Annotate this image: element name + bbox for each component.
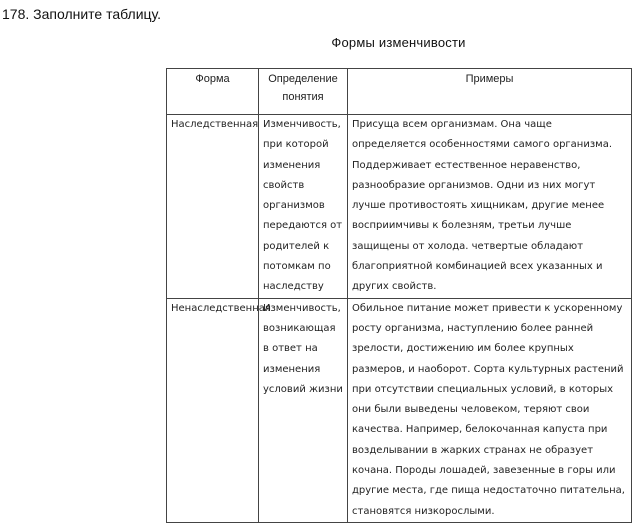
variability-table [166,68,632,523]
cell-form: Ненаследственная [167,298,259,522]
task-heading: 178. Заполните таблицу. [2,6,162,22]
table-row [167,115,632,299]
cell-examples: Обильное питание может привести к ускоренному росту организма, наступлению более ранней зрелости, достижению им более крупных размеров, и наоборот. Сорта культурных растений при отсутствии специальных условий, в которых они были выведены человеком, теряют свои качества. Например, белокочанная капуста при возделывании в жарких странах не образует кочана. Породы лошадей, завезенные в горы или другие места, где пища недостаточно питательна, становятся низкорослыми. [348,298,632,522]
header-definition: Определение понятия [259,69,348,115]
table-header-row [167,69,632,115]
cell-definition: Изменчивость, возникающая в ответ на изменения условий жизни [259,298,348,522]
cell-form: Наследственная [167,115,259,299]
cell-examples: Присуща всем организмам. Она чаще определяется особенностями самого организма. Поддерживает естественное неравенство, разнообразие организмов. Одни из них могут лучше противостоять хищникам, другие менее восприимчивы к болезням, третьи лучше защищены от холода. четвертые обладают благоприятной комбинацией всех указанных и других свойств. [348,115,632,299]
header-examples: Примеры [348,69,632,115]
cell-definition: Изменчивость, при которой изменения свойств организмов передаются от родителей к потомкам по наследству [259,115,348,299]
table-title: Формы изменчивости [331,35,466,50]
table-row [167,298,632,522]
header-form: Форма [167,69,259,115]
